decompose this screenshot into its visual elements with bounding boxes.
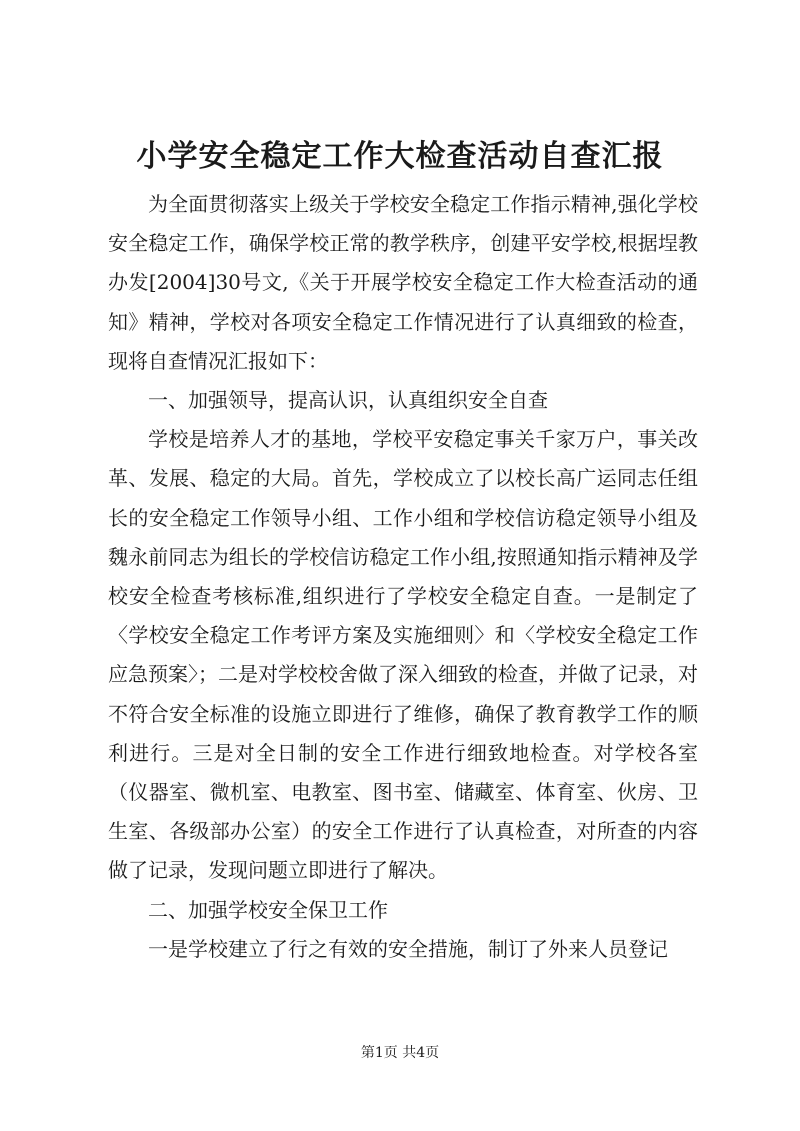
paragraph-section-1: 学校是培养人才的基地，学校平安稳定事关千家万户，事关改革、发展、稳定的大局。首先，学校成立了以校长高广运同志任组长的安全稳定工作领导小组、工作小组和学校信访稳定领导小组及魏永前同志为组长的学校信访稳定工作小组,按照通知指示精神及学校安全检查考核标准,组织进行了学校安全稳定自查。一是制定了〈学校安全稳定工作考评方案及实施细则〉和〈学校安全稳定工作应急预案〉；二是对学校校舍做了深入细致的检查，并做了记录，对不符合安全标准的设施立即进行了维修，确保了教育教学工作的顺利进行。三是对全日制的安全工作进行细致地检查。对学校各室（仪器室、微机室、电教室、图书室、储藏室、体育室、伙房、卫生室、各级部办公室）的安全工作进行了认真检查，对所查的内容做了记录，发现问题立即进行了解决。 bbox=[108, 427, 698, 883]
paragraph-section-2: 一是学校建立了行之有效的安全措施，制订了外来人员登记 bbox=[148, 936, 668, 961]
section-heading-1: 一、加强领导，提高认识，认真组织安全自查 bbox=[148, 388, 548, 413]
paragraph-intro: 为全面贯彻落实上级关于学校安全稳定工作指示精神,强化学校安全稳定工作，确保学校正常的教学秩序，创建平安学校,根据埕教办发[2004]30号文,《关于开展学校安全稳定工作大检查活动的通知》精神，学校对各项安全稳定工作情况进行了认真细致的检查，现将自查情况汇报如下： bbox=[108, 192, 698, 373]
section-heading-2: 二、加强学校安全保卫工作 bbox=[148, 897, 388, 922]
page-number-footer: 第1页 共4页 bbox=[360, 1045, 440, 1061]
document-title: 小学安全稳定工作大检查活动自查汇报 bbox=[136, 139, 664, 174]
document-body bbox=[108, 185, 698, 969]
